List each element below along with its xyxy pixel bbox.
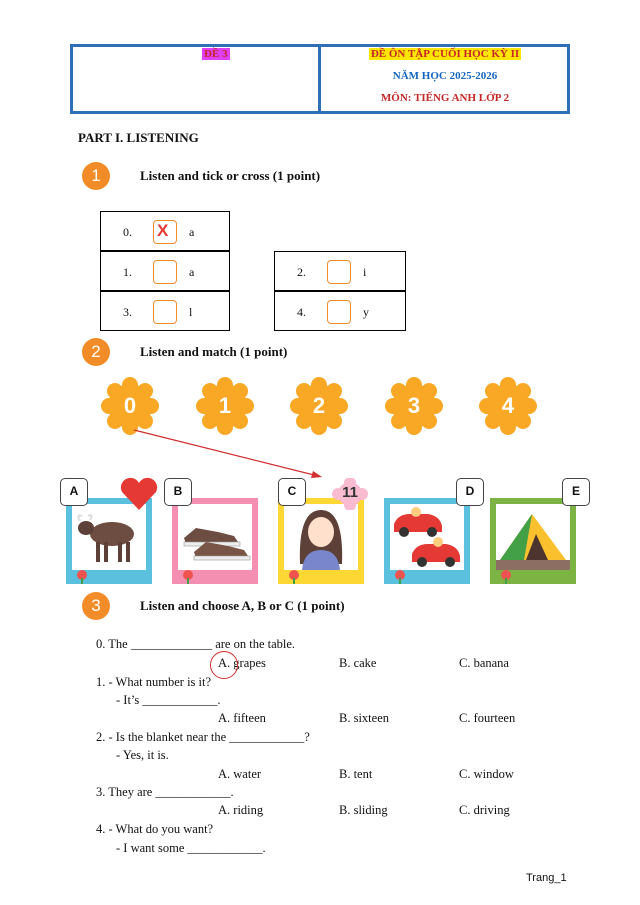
question-1-answer-line: - It’s ____________.	[116, 693, 221, 707]
option-c[interactable]: C. driving	[459, 803, 510, 817]
number-flower-4: 4	[479, 377, 537, 435]
picture-e-label: E	[562, 478, 590, 506]
subject-line: MÔN: TIẾNG ANH LỚP 2	[380, 92, 510, 104]
exam-title: ĐỀ ÔN TẬP CUỐI HỌC KỲ II	[370, 48, 520, 60]
option-a[interactable]: A. fifteen	[218, 711, 266, 725]
tent-icon	[496, 504, 570, 570]
flower-decor-icon	[72, 568, 92, 584]
number-flower-1: 1	[196, 377, 254, 435]
girl-icon	[284, 504, 358, 570]
picture-d-label: D	[456, 478, 484, 506]
answer-circle	[210, 651, 238, 679]
flower-decor-icon	[390, 568, 410, 584]
picture-b-label: B	[164, 478, 192, 506]
question-2: 2. - Is the blanket near the ____________?	[96, 730, 310, 744]
picture-d-frame	[384, 498, 470, 584]
exam-code: ĐỀ 3	[204, 48, 228, 60]
answer-row-0: 0. X a	[100, 211, 230, 251]
answer-row-3: 3. l	[100, 291, 230, 331]
option-b[interactable]: B. cake	[339, 656, 377, 670]
section-1-title: Listen and tick or cross (1 point)	[140, 168, 321, 183]
section-3-title: Listen and choose A, B or C (1 point)	[140, 598, 345, 613]
option-c[interactable]: C. window	[459, 767, 514, 781]
question-3: 3. They are ____________.	[96, 785, 234, 799]
toy-cars-icon	[390, 504, 464, 570]
number-flower-3: 3	[385, 377, 443, 435]
number-flower-0: 0	[101, 377, 159, 435]
picture-e-frame	[490, 498, 576, 584]
option-a[interactable]: A. grapes	[218, 656, 266, 670]
section-3-badge: 3	[82, 592, 110, 620]
heart-icon	[118, 476, 160, 512]
picture-c-label: C	[278, 478, 306, 506]
option-c[interactable]: C. fourteen	[459, 711, 516, 725]
flower-decor-icon	[496, 568, 516, 584]
answer-row-1: 1. a	[100, 251, 230, 291]
flower-decor-icon	[178, 568, 198, 584]
picture-a-label: A	[60, 478, 88, 506]
question-2-answer-line: - Yes, it is.	[116, 748, 169, 762]
ox-icon	[72, 508, 146, 568]
option-a[interactable]: A. riding	[218, 803, 264, 817]
shoes-icon	[178, 508, 252, 568]
option-b[interactable]: B. sixteen	[339, 711, 389, 725]
picture-c-frame	[278, 498, 364, 584]
part-title: PART I. LISTENING	[78, 130, 199, 145]
number-flower-2: 2	[290, 377, 348, 435]
question-1: 1. - What number is it?	[96, 675, 212, 689]
page-number: Trang_1	[526, 872, 567, 884]
cross-mark: X	[157, 221, 169, 240]
flower-decor-icon	[284, 568, 304, 584]
question-4-answer-line: - I want some ____________.	[116, 841, 266, 855]
answer-row-2: 2. i	[274, 251, 406, 291]
question-4: 4. - What do you want?	[96, 822, 214, 836]
option-a[interactable]: A. water	[218, 767, 262, 781]
section-2-title: Listen and match (1 point)	[140, 344, 288, 359]
section-1-badge: 1	[82, 162, 110, 190]
option-c[interactable]: C. banana	[459, 656, 509, 670]
question-0: 0. The _____________ are on the table.	[96, 637, 296, 651]
option-b[interactable]: B. sliding	[339, 803, 388, 817]
section-2-badge: 2	[82, 338, 110, 366]
answer-row-4: 4. y	[274, 291, 406, 331]
picture-b-frame	[172, 498, 258, 584]
school-year: NĂM HỌC 2025-2026	[392, 70, 498, 82]
number-badge-flower: 11	[332, 478, 368, 510]
option-b[interactable]: B. tent	[339, 767, 373, 781]
